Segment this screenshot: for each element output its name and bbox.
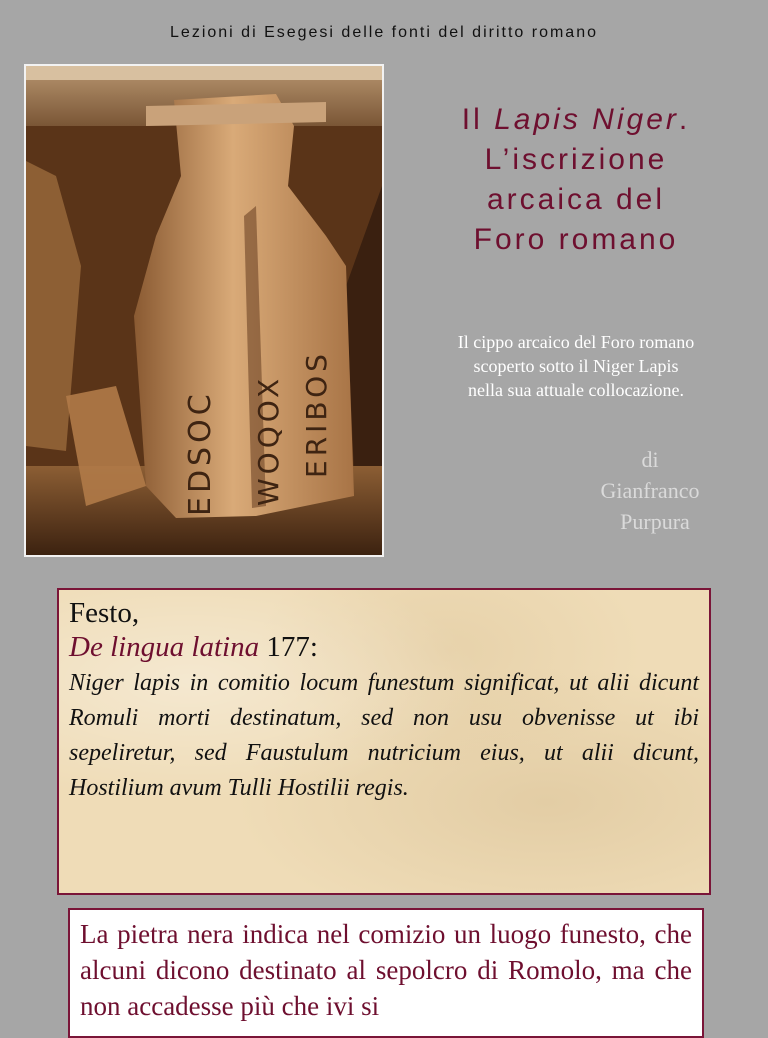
quote-author: Festo, (69, 597, 140, 629)
quote-text: Niger lapis in comitio locum funestum significat, ut alii dicunt Romuli morti destinatum, sed non usu obvenisse ut ibi sepeliretur, sed Faustulum nutricium eius, ut alii dicunt, Hostilium avum Tulli Hostilii regis. (69, 670, 699, 801)
cippus-illustration (26, 66, 382, 555)
title-line-2: L’iscrizione (484, 143, 668, 176)
translation-text: La pietra nera indica nel comizio un luogo funesto, che alcuni dicono destinato al sepolcro di Romolo, ma che non accadesse più che ivi si (80, 919, 692, 1021)
document-title (400, 100, 752, 260)
title-italic: Lapis Niger (494, 103, 679, 136)
inscription-right: ERIBOS (300, 350, 333, 478)
italian-translation-box (68, 908, 704, 1038)
quote-work-title: De lingua latina (69, 631, 260, 663)
quote-source (69, 630, 699, 664)
title-line-1: Il Lapis Niger. (461, 103, 691, 136)
quote-work-ref: 177: (259, 631, 318, 663)
document-header: Lezioni di Esegesi delle fonti del diritto romano (170, 24, 598, 41)
lapis-niger-photo (24, 64, 384, 557)
latin-quote-box (57, 588, 711, 895)
photo-caption: Il cippo arcaico del Foro romano scoperto sotto il Niger Lapis nella sua attuale collocazione. (457, 332, 695, 400)
title-line-4: Foro romano (473, 223, 679, 256)
inscription-middle: WOQOX (252, 374, 285, 506)
title-line-3: arcaica del (486, 183, 666, 216)
author-credit: di Gianfranco Purpura (600, 447, 700, 534)
inscription-left: EDSOC (183, 390, 218, 516)
